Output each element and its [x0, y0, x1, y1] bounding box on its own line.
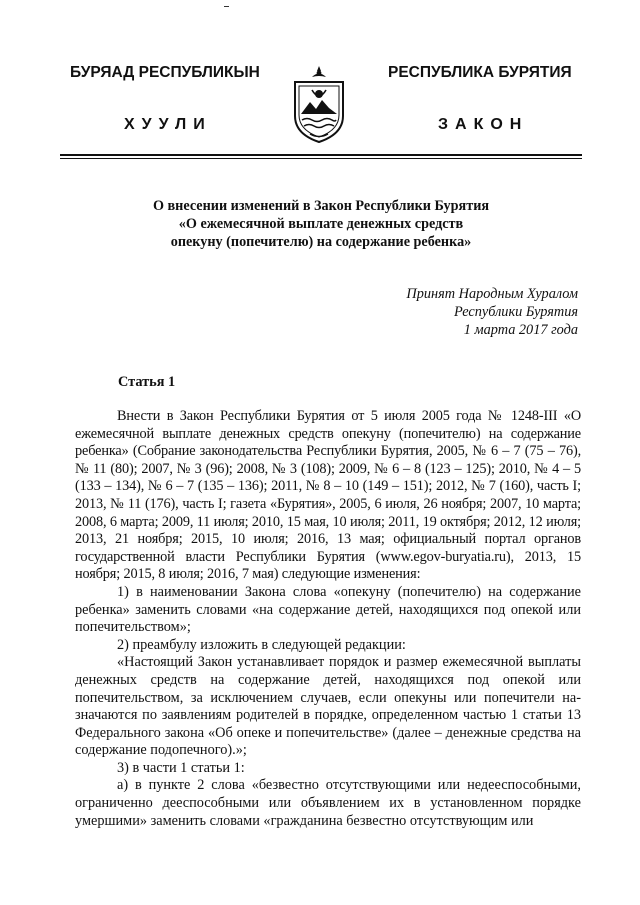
paragraph: 2) преамбулу изложить в следующей редакции:: [117, 636, 406, 653]
paragraph: 3) в части 1 статьи 1:: [117, 759, 245, 776]
adoption-date: 1 марта 2017 года: [463, 322, 578, 338]
coat-of-arms-icon: [290, 64, 348, 146]
paragraph: 1) в наименовании Закона слова «опекуну (попечителю) на содержание ребенка» заменить словами «на содержание детей, находящихся под опекой или попечительством»;: [75, 583, 581, 636]
header-rule-thick: [60, 154, 582, 156]
header-right-doc-type: ЗАКОН: [438, 116, 529, 133]
header-rule-thin: [60, 158, 582, 159]
law-title-line: «О ежемесячной выплате денежных средств: [178, 215, 464, 232]
article-heading: Статья 1: [118, 374, 176, 390]
adoption-line: Республики Бурятия: [454, 304, 578, 320]
adoption-note: [406, 285, 578, 339]
header-right-name: РЕСПУБЛИКА БУРЯТИЯ: [388, 64, 572, 81]
law-title-line: О внесении изменений в Закон Республики Бурятия: [152, 198, 490, 214]
header-left-name: БУРЯАД РЕСПУБЛИКЫН: [70, 64, 260, 81]
adoption-line: Принят Народным Хуралом: [406, 286, 578, 302]
law-title-line: опекуну (попечителю) на содержание ребенка»: [170, 233, 472, 250]
paragraph: Внести в Закон Республики Бурятия от 5 июля 2005 года № 1248-III «О ежемесячной выплате денежных средств опекуну (попечителю) на содержание ребенка» (Собрание законодательства Республики Бурятия, 2005, № 6 – 7 (75 – 76), № 11 (80); 2007, № 3 (96); 2008, № 3 (108); 2009, № 6 – 8 (123 – 125); 2010, № 4 – 5 (133 – 134), № 6 – 7 (135 – 136); 2011, № 8 – 10 (149 – 151); 2012, № 7 (160), часть I; 2013, № 11 (176), часть I; газета «Бурятия», 2005, 6 июля, 26 ноября; 2007, 10 марта; 2008, 6 марта; 2009, 11 июля; 2010, 15 мая, 10 июля; 2011, 19 октября; 2012, 12 июля; 2013, 21 ноября; 2015, 10 июля; 2016, 13 мая; официальный портал органов государственной власти Республики Бурятия (www.egov-buryatia.ru), 2013, 15 ноября; 2015, 8 июля; 2016, 7 мая) следующие изменения:: [75, 408, 581, 583]
law-title: [80, 198, 562, 251]
paragraph: «Настоящий Закон устанавливает порядок и размер ежемесячной выплаты денежных средств на содержание детей, находящихся под опекой или попечительством, за исключением случаев, если опекуны или попечители назначаются по заявлениям родителей в порядке, определенном частью 1 статьи 13 Федерального закона «Об опеке и попечительстве» (далее – денежные средства на содержание подопечного).»;: [75, 654, 581, 759]
scan-mark: [224, 6, 229, 7]
header-left-doc-type: ХУУЛИ: [124, 116, 212, 133]
paragraph: а) в пункте 2 слова «безвестно отсутствующими или недееспособными, ограниченно дееспособными или объявлением их в установленном порядке умершими» заменить словами «гражданина безвестно отсутствующим или: [75, 777, 581, 829]
article-body: [75, 408, 581, 830]
